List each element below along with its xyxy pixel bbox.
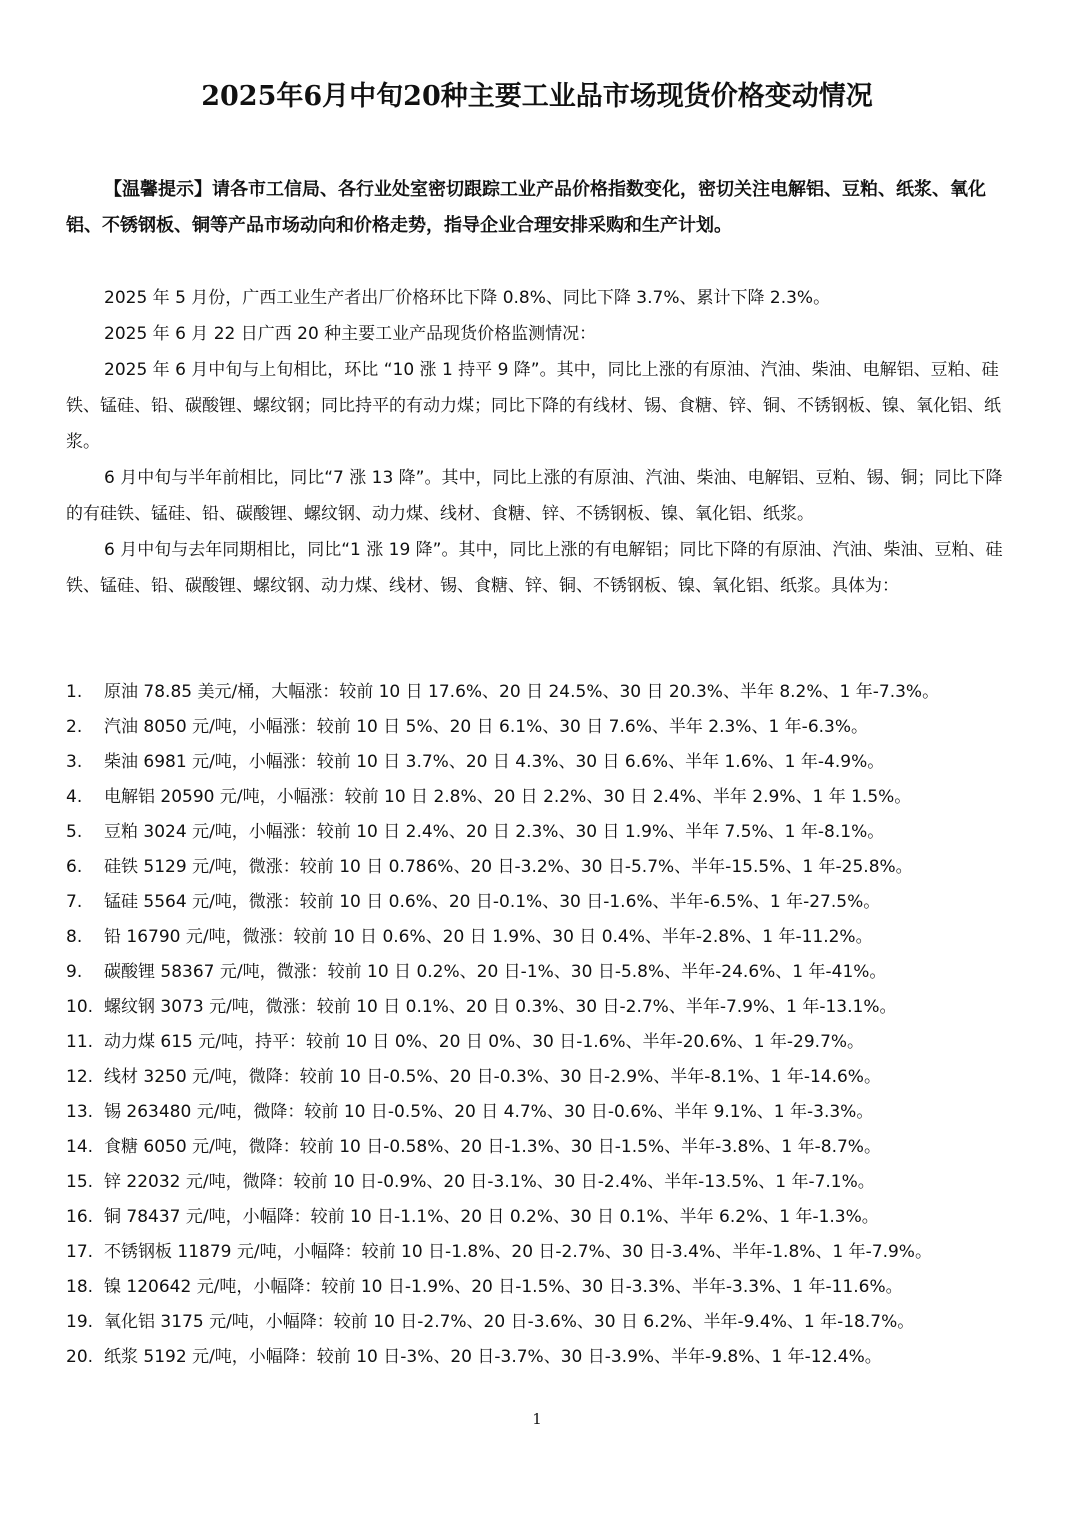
list-item-number: 17. — [66, 1242, 94, 1262]
list-item-text: 纸浆 5192 元/吨，小幅降：较前 10 日-3%、20 日-3.7%、30 日-3.9%、半年-9.8%、1 年-12.4%。 — [104, 1347, 882, 1367]
list-item-number: 7. — [66, 892, 83, 912]
list-item — [66, 1340, 1026, 1375]
list-item — [66, 675, 1026, 710]
list-item-number: 14. — [66, 1137, 94, 1157]
page-number: 1 — [532, 1410, 542, 1428]
list-item — [66, 850, 1026, 885]
list-item — [66, 1060, 1026, 1095]
list-item-number: 4. — [66, 787, 83, 807]
list-item-number: 6. — [66, 857, 83, 877]
list-item-text: 镍 120642 元/吨，小幅降：较前 10 日-1.9%、20 日-1.5%、30 日-3.3%、半年-3.3%、1 年-11.6%。 — [104, 1277, 903, 1297]
list-item-text: 锡 263480 元/吨，微降：较前 10 日-0.5%、20 日 4.7%、30 日-0.6%、半年 9.1%、1 年-3.3%。 — [104, 1102, 874, 1122]
intro-section — [66, 280, 1014, 604]
list-item — [66, 815, 1026, 850]
list-item — [66, 1165, 1026, 1200]
list-item-text: 螺纹钢 3073 元/吨，微涨：较前 10 日 0.1%、20 日 0.3%、30 日-2.7%、半年-7.9%、1 年-13.1%。 — [104, 997, 897, 1017]
document-title: 2025年6月中旬20种主要工业品市场现货价格变动情况 — [201, 81, 873, 112]
list-item-number: 18. — [66, 1277, 94, 1297]
list-item-text: 柴油 6981 元/吨，小幅涨：较前 10 日 3.7%、20 日 4.3%、30 日 6.6%、半年 1.6%、1 年-4.9%。 — [104, 752, 885, 772]
list-item — [66, 745, 1026, 780]
list-item — [66, 1270, 1026, 1305]
list-item-number: 2. — [66, 717, 83, 737]
list-item-text: 硅铁 5129 元/吨，微涨：较前 10 日 0.786%、20 日-3.2%、30 日-5.7%、半年-15.5%、1 年-25.8%。 — [104, 857, 913, 877]
list-item-text: 汽油 8050 元/吨，小幅涨：较前 10 日 5%、20 日 6.1%、30 日 7.6%、半年 2.3%、1 年-6.3%。 — [104, 717, 869, 737]
list-item-text: 不锈钢板 11879 元/吨，小幅降：较前 10 日-1.8%、20 日-2.7%、30 日-3.4%、半年-1.8%、1 年-7.9%。 — [104, 1242, 932, 1262]
list-item-number: 10. — [66, 997, 94, 1017]
paragraph-mom: 2025 年 6 月中旬与上旬相比，环比 “10 涨 1 持平 9 降”。其中，同比上涨的有原油、汽油、柴油、电解铝、豆粕、硅铁、锰硅、铅、碳酸锂、螺纹钢；同比持平的有动力煤；同比下降的有线材、锡、食糖、锌、铜、不锈钢板、镍、氧化铝、纸浆。 — [66, 360, 1001, 452]
list-item — [66, 710, 1026, 745]
list-item-number: 13. — [66, 1102, 94, 1122]
paragraph-half-year: 6 月中旬与半年前相比，同比“7 涨 13 降”。其中，同比上涨的有原油、汽油、柴油、电解铝、豆粕、锡、铜；同比下降的有硅铁、锰硅、铅、碳酸锂、螺纹钢、动力煤、线材、食糖、锌、不锈钢板、镍、氧化铝、纸浆。 — [66, 468, 1003, 524]
list-item-text: 锌 22032 元/吨，微降：较前 10 日-0.9%、20 日-3.1%、30 日-2.4%、半年-13.5%、1 年-7.1%。 — [104, 1172, 875, 1192]
list-item-number: 5. — [66, 822, 83, 842]
paragraph-yoy: 6 月中旬与去年同期相比，同比“1 涨 19 降”。其中，同比上涨的有电解铝；同比下降的有原油、汽油、柴油、豆粕、硅铁、锰硅、铅、碳酸锂、螺纹钢、动力煤、线材、锡、食糖、锌、铜、不锈钢板、镍、氧化铝、纸浆。具体为： — [66, 540, 1003, 596]
list-item-number: 19. — [66, 1312, 94, 1332]
list-item-text: 碳酸锂 58367 元/吨，微涨：较前 10 日 0.2%、20 日-1%、30 日-5.8%、半年-24.6%、1 年-41%。 — [104, 962, 887, 982]
list-item — [66, 1025, 1026, 1060]
list-item — [66, 1305, 1026, 1340]
list-item-number: 8. — [66, 927, 83, 947]
list-item-number: 12. — [66, 1067, 94, 1087]
list-item-text: 锰硅 5564 元/吨，微涨：较前 10 日 0.6%、20 日-0.1%、30 日-1.6%、半年-6.5%、1 年-27.5%。 — [104, 892, 881, 912]
list-item — [66, 885, 1026, 920]
list-item-text: 豆粕 3024 元/吨，小幅涨：较前 10 日 2.4%、20 日 2.3%、30 日 1.9%、半年 7.5%、1 年-8.1%。 — [104, 822, 885, 842]
list-item-text: 线材 3250 元/吨，微降：较前 10 日-0.5%、20 日-0.3%、30 日-2.9%、半年-8.1%、1 年-14.6%。 — [104, 1067, 881, 1087]
price-list — [66, 675, 1026, 1375]
list-item-number: 9. — [66, 962, 83, 982]
list-item-text: 食糖 6050 元/吨，微降：较前 10 日-0.58%、20 日-1.3%、30 日-1.5%、半年-3.8%、1 年-8.7%。 — [104, 1137, 881, 1157]
list-item-number: 11. — [66, 1032, 94, 1052]
list-item — [66, 1200, 1026, 1235]
list-item — [66, 780, 1026, 815]
list-item — [66, 1095, 1026, 1130]
list-item-text: 氧化铝 3175 元/吨，小幅降：较前 10 日-2.7%、20 日-3.6%、30 日 6.2%、半年-9.4%、1 年-18.7%。 — [104, 1312, 915, 1332]
list-item-number: 3. — [66, 752, 83, 772]
list-item-number: 1. — [66, 682, 83, 702]
list-item-number: 20. — [66, 1347, 94, 1367]
list-item — [66, 1235, 1026, 1270]
list-item — [66, 920, 1026, 955]
list-item-text: 电解铝 20590 元/吨，小幅涨：较前 10 日 2.8%、20 日 2.2%、30 日 2.4%、半年 2.9%、1 年 1.5%。 — [104, 787, 912, 807]
warm-tip: 【温馨提示】请各市工信局、各行业处室密切跟踪工业产品价格指数变化，密切关注电解铝、豆粕、纸浆、氧化铝、不锈钢板、铜等产品市场动向和价格走势，指导企业合理安排采购和生产计划。 — [66, 179, 986, 236]
list-item-number: 16. — [66, 1207, 94, 1227]
list-item-text: 铅 16790 元/吨，微涨：较前 10 日 0.6%、20 日 1.9%、30 日 0.4%、半年-2.8%、1 年-11.2%。 — [104, 927, 873, 947]
list-item — [66, 990, 1026, 1025]
paragraph-monitoring: 2025 年 6 月 22 日广西 20 种主要工业产品现货价格监测情况： — [104, 324, 597, 344]
paragraph-ppi: 2025 年 5 月份，广西工业生产者出厂价格环比下降 0.8%、同比下降 3.7%、累计下降 2.3%。 — [104, 288, 831, 308]
list-item-text: 动力煤 615 元/吨，持平：较前 10 日 0%、20 日 0%、30 日-1.6%、半年-20.6%、1 年-29.7%。 — [104, 1032, 865, 1052]
list-item-text: 原油 78.85 美元/桶，大幅涨：较前 10 日 17.6%、20 日 24.5%、30 日 20.3%、半年 8.2%、1 年-7.3%。 — [104, 682, 940, 702]
list-item — [66, 955, 1026, 990]
list-item-text: 铜 78437 元/吨，小幅降：较前 10 日-1.1%、20 日 0.2%、30 日 0.1%、半年 6.2%、1 年-1.3%。 — [104, 1207, 879, 1227]
list-item-number: 15. — [66, 1172, 94, 1192]
list-item — [66, 1130, 1026, 1165]
